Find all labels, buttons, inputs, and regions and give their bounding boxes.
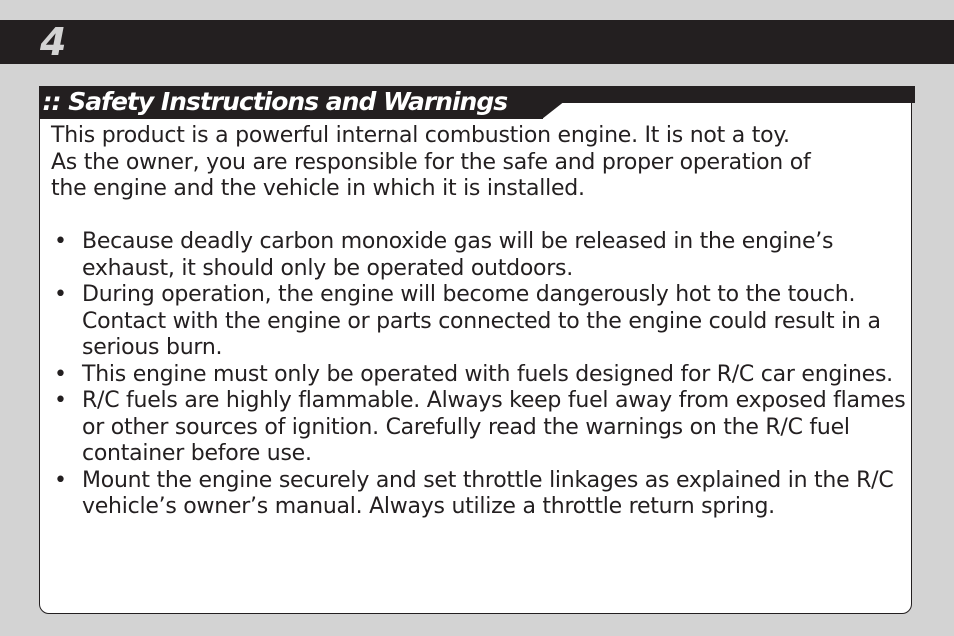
- section-body: [51, 123, 911, 521]
- bullet-icon: •: [54, 229, 67, 254]
- warnings-list: [51, 229, 911, 521]
- warning-text: During operation, the engine will become dangerously hot to the touch. Contact with the engine or parts connected to the engine could result in a serious burn.: [82, 282, 881, 360]
- page-header-bar: [0, 20, 954, 64]
- warning-item: [51, 282, 911, 362]
- section-header-tab: [39, 86, 543, 119]
- warning-item: [51, 229, 911, 282]
- page-number: 4: [40, 20, 67, 64]
- warning-text: Because deadly carbon monoxide gas will be released in the engine’s exhaust, it should only be operated outdoors.: [82, 229, 834, 281]
- warning-text: This engine must only be operated with fuels designed for R/C car engines.: [82, 361, 893, 387]
- intro-line: This product is a powerful internal combustion engine. It is not a toy.: [51, 123, 790, 148]
- section-title: :: Safety Instructions and Warnings: [42, 86, 508, 116]
- warning-item: [51, 362, 911, 389]
- safety-section: [39, 86, 912, 614]
- warning-item: [51, 468, 911, 521]
- intro-line: the engine and the vehicle in which it is installed.: [51, 176, 585, 201]
- bullet-icon: •: [54, 282, 67, 307]
- section-header-slant: [542, 86, 584, 119]
- intro-line: As the owner, you are responsible for the safe and proper operation of: [51, 149, 811, 175]
- warning-text: R/C fuels are highly flammable. Always keep fuel away from exposed flames or other sources of ignition. Carefully read the warnings on the R/C fuel container before use.: [82, 388, 906, 466]
- warning-text: Mount the engine securely and set throttle linkages as explained in the R/C vehicle’s owner’s manual. Always utilize a throttle return spring.: [82, 467, 894, 519]
- bullet-icon: •: [54, 361, 67, 387]
- bullet-icon: •: [54, 467, 67, 493]
- intro-paragraph: [51, 123, 911, 203]
- warning-item: [51, 388, 911, 468]
- bullet-icon: •: [54, 388, 67, 413]
